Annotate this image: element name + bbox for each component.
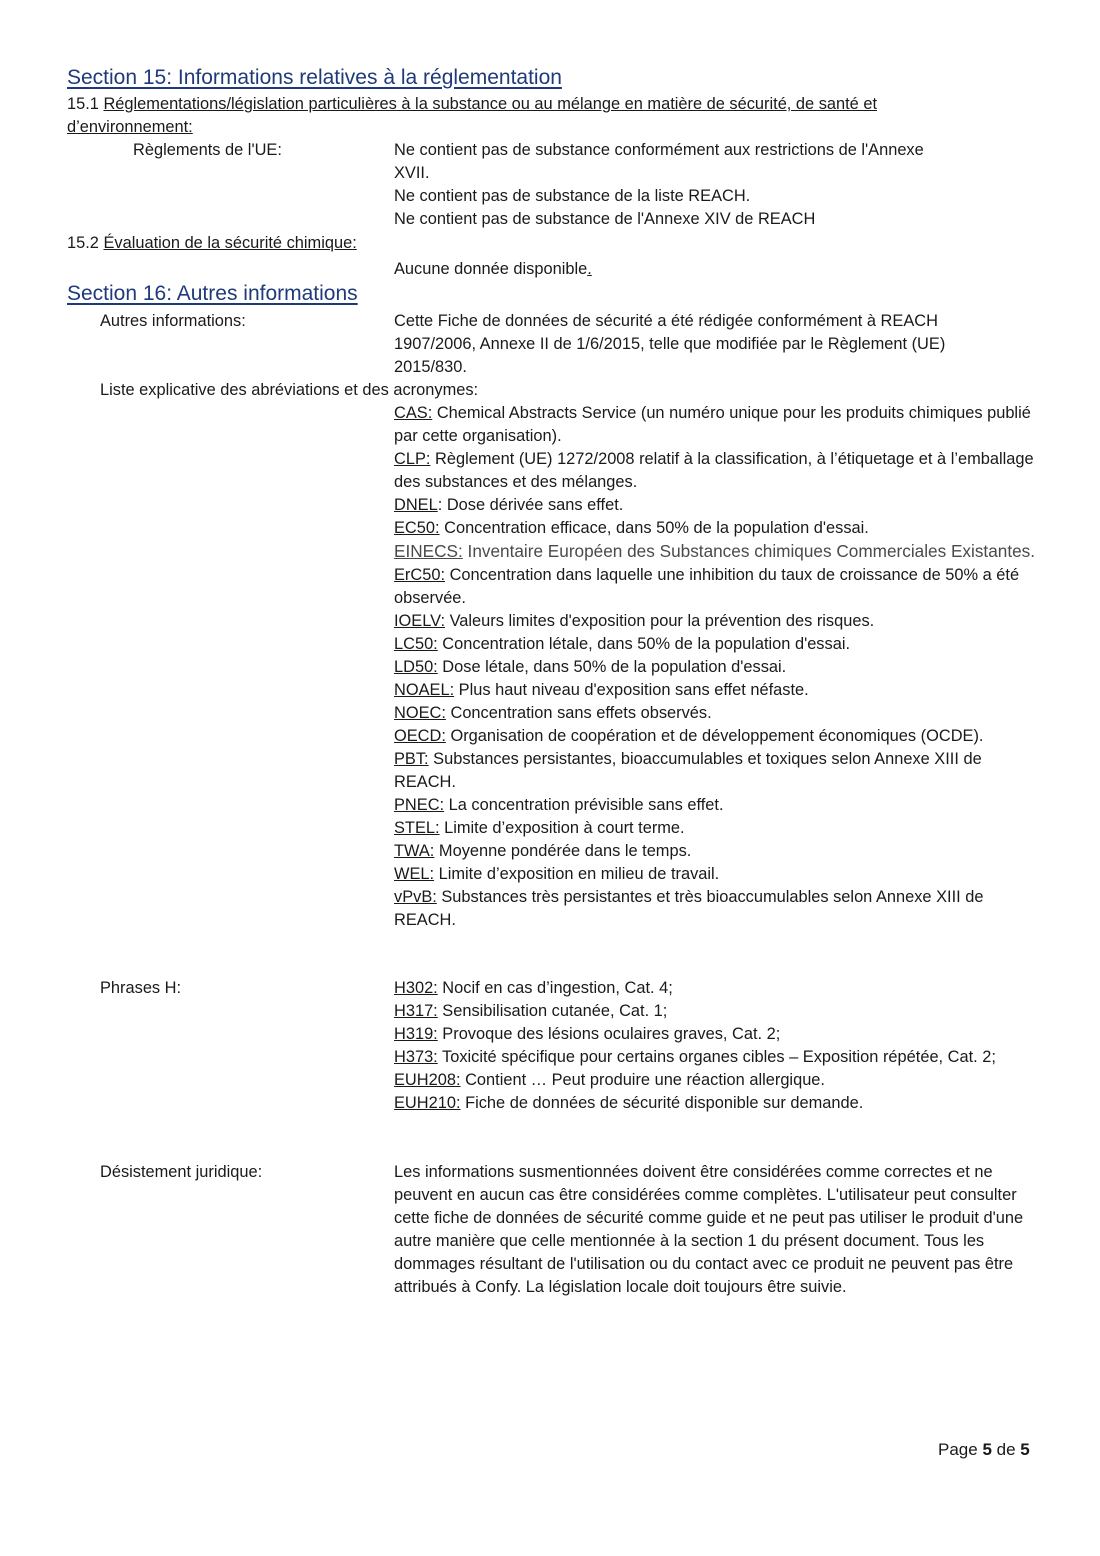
list-item: DNEL: Dose dérivée sans effet. bbox=[394, 496, 624, 514]
subsection-15-2-title: 15.2 Évaluation de la sécurité chimique: bbox=[67, 234, 357, 252]
other-info-label: Autres informations: bbox=[100, 312, 246, 330]
other-info-line: 2015/830. bbox=[394, 358, 467, 376]
list-item: H373: Toxicité spécifique pour certains organes cibles – Exposition répétée, Cat. 2; bbox=[394, 1048, 996, 1066]
list-item: vPvB: Substances très persistantes et très bioaccumulables selon Annexe XIII de REACH. bbox=[394, 887, 984, 929]
list-item: NOAEL: Plus haut niveau d'exposition sans effet néfaste. bbox=[394, 680, 809, 699]
ue-line: Ne contient pas de substance conformément aux restrictions de l'Annexe bbox=[394, 141, 924, 159]
list-item: OECD: Organisation de coopération et de développement économiques (OCDE). bbox=[394, 726, 984, 745]
list-item: H317: Sensibilisation cutanée, Cat. 1; bbox=[394, 1002, 668, 1020]
list-item: TWA: Moyenne pondérée dans le temps. bbox=[394, 841, 692, 860]
list-item: H319: Provoque des lésions oculaires graves, Cat. 2; bbox=[394, 1025, 781, 1043]
list-item: CAS: Chemical Abstracts Service (un numéro unique pour les produits chimiques publié par cette organisation). bbox=[394, 404, 1031, 445]
list-item: STEL: Limite d’exposition à court terme. bbox=[394, 818, 685, 837]
list-item: ErC50: Concentration dans laquelle une inhibition du taux de croissance de 50% a été observée. bbox=[394, 565, 1020, 607]
list-item: LC50: Concentration létale, dans 50% de la population d'essai. bbox=[394, 634, 851, 653]
list-item: EINECS: Inventaire Européen des Substances chimiques Commerciales Existantes. bbox=[394, 541, 1036, 561]
ue-regulations-label: Règlements de l'UE: bbox=[133, 141, 282, 159]
other-info-line: 1907/2006, Annexe II de 1/6/2015, telle que modifiée par le Règlement (UE) bbox=[394, 335, 946, 353]
ue-line: Ne contient pas de substance de la liste REACH. bbox=[394, 187, 751, 205]
page-number: Page 5 de 5 bbox=[938, 1440, 1030, 1459]
list-item: H302: Nocif en cas d’ingestion, Cat. 4; bbox=[394, 979, 673, 997]
list-item: EUH210: Fiche de données de sécurité disponible sur demande. bbox=[394, 1094, 864, 1112]
list-item: PBT: Substances persistantes, bioaccumulables et toxiques selon Annexe XIII de REACH. bbox=[394, 749, 982, 791]
list-item: LD50: Dose létale, dans 50% de la population d'essai. bbox=[394, 657, 787, 676]
ue-line: Ne contient pas de substance de l'Annexe XIV de REACH bbox=[394, 210, 816, 228]
other-info-line: Cette Fiche de données de sécurité a été rédigée conformément à REACH bbox=[394, 312, 938, 330]
abbreviations-list bbox=[394, 402, 1044, 932]
list-item: WEL: Limite d’exposition en milieu de travail. bbox=[394, 864, 720, 883]
list-item: IOELV: Valeurs limites d'exposition pour la prévention des risques. bbox=[394, 611, 875, 630]
h-phrases-list bbox=[394, 977, 1044, 1115]
ue-line: XVII. bbox=[394, 164, 430, 182]
h-phrases-label: Phrases H: bbox=[100, 979, 182, 997]
list-item: EC50: Concentration efficace, dans 50% de la population d'essai. bbox=[394, 519, 869, 537]
section-16-title: Section 16: Autres informations bbox=[67, 282, 358, 305]
abbreviations-label: Liste explicative des abréviations et des acronymes: bbox=[100, 381, 479, 399]
subsection-15-1-title-line1: 15.1 Réglementations/législation particulières à la substance ou au mélange en matière de sécurité, de santé et bbox=[67, 95, 878, 113]
legal-disclaimer-text: Les informations susmentionnées doivent être considérées comme correctes et ne peuvent en aucun cas être considérées comme complètes. L'utilisateur peut consulter cette fiche de données de sécurité comme guide et ne peut pas utiliser le produit d'une autre manière que celle mentionnée à la section 1 du présent document. Tous les dommages résultant de l'utilisation ou du contact avec ce produit ne peuvent pas être attribués à Confy. La législation locale doit toujours être suivie. bbox=[394, 1163, 1024, 1296]
legal-disclaimer-label: Désistement juridique: bbox=[100, 1163, 263, 1181]
section-15-title: Section 15: Informations relatives à la réglementation bbox=[67, 66, 562, 89]
list-item: NOEC: Concentration sans effets observés. bbox=[394, 703, 712, 722]
list-item: PNEC: La concentration prévisible sans effet. bbox=[394, 795, 724, 814]
chemical-safety-assessment-text: Aucune donnée disponible. bbox=[394, 260, 592, 278]
subsection-15-1-title-line2: d’environnement: bbox=[67, 118, 193, 136]
list-item: EUH208: Contient … Peut produire une réaction allergique. bbox=[394, 1071, 825, 1089]
list-item: CLP: Règlement (UE) 1272/2008 relatif à la classification, à l’étiquetage et à l’emballage des substances et des mélanges. bbox=[394, 450, 1034, 491]
